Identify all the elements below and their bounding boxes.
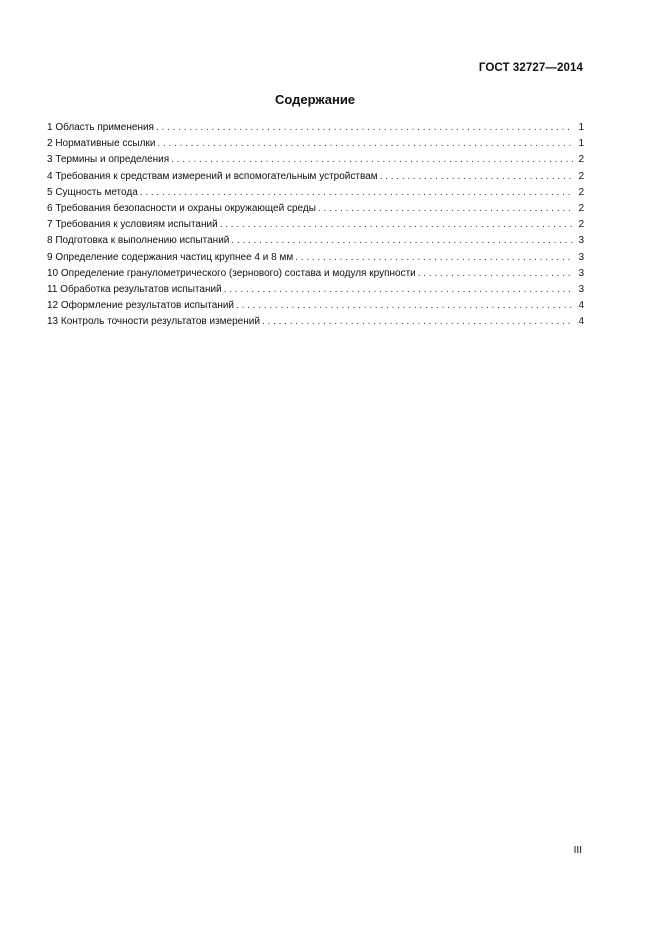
- toc-entry-page: 2: [578, 202, 584, 214]
- toc-entry-page: 4: [578, 300, 584, 312]
- toc-entry-text: 8 Подготовка к выполнению испытаний: [47, 235, 230, 247]
- toc-leader-dots: [171, 152, 573, 168]
- toc-entry-text: 6 Требования безопасности и охраны окружающей среды: [47, 202, 316, 214]
- toc-leader-dots: [262, 314, 573, 330]
- toc-entry-page: 3: [578, 283, 584, 295]
- toc-entry-text: 4 Требования к средствам измерений и вспомогательным устройствам: [47, 170, 378, 182]
- toc-leader-dots: [380, 169, 573, 185]
- toc-leader-dots: [318, 201, 573, 217]
- toc-entry-page: 2: [578, 219, 584, 231]
- toc-entry-page: 3: [578, 251, 584, 263]
- toc-entry-text: 9 Определение содержания частиц крупнее 4 и 8 мм: [47, 251, 294, 263]
- toc-entry-page: 1: [578, 138, 584, 150]
- toc-entry[interactable]: [47, 152, 584, 168]
- toc-entry[interactable]: [47, 233, 584, 249]
- toc-entry[interactable]: [47, 136, 584, 152]
- toc-leader-dots: [236, 298, 573, 314]
- toc-leader-dots: [220, 217, 573, 233]
- toc-entry[interactable]: [47, 314, 584, 330]
- toc-entry-text: 5 Сущность метода: [47, 186, 138, 198]
- toc-title: Содержание: [274, 92, 356, 107]
- toc-entry-text: 2 Нормативные ссылки: [47, 138, 156, 150]
- toc-entry-text: 1 Область применения: [47, 122, 154, 133]
- toc-entry-page: 3: [578, 267, 584, 279]
- toc-entry-page: 3: [578, 235, 584, 247]
- toc-entry[interactable]: [47, 201, 584, 217]
- toc-leader-dots: [157, 136, 573, 152]
- toc-entry-page: 2: [578, 170, 584, 182]
- toc-leader-dots: [295, 250, 573, 266]
- document-code: ГОСТ 32727—2014: [478, 62, 583, 74]
- toc-entry-text: 12 Оформление результатов испытаний: [47, 300, 235, 312]
- toc-leader-dots: [224, 282, 573, 298]
- toc-entry[interactable]: [47, 185, 584, 201]
- toc-entry[interactable]: [47, 120, 584, 136]
- toc-entry-page: 1: [578, 122, 584, 133]
- toc-entry-page: 4: [578, 316, 584, 328]
- toc-entry-text: 3 Термины и определения: [47, 154, 170, 166]
- toc-entry[interactable]: [47, 169, 584, 185]
- page-number: III: [573, 845, 582, 856]
- toc-entry-page: 2: [578, 154, 584, 166]
- toc-leader-dots: [156, 120, 573, 136]
- toc-entry-text: 10 Определение гранулометрического (зернового) состава и модуля крупности: [47, 267, 416, 279]
- toc-leader-dots: [418, 266, 573, 282]
- toc-entry[interactable]: [47, 217, 584, 233]
- table-of-contents: [47, 120, 584, 330]
- toc-entry[interactable]: [47, 282, 584, 298]
- toc-entry[interactable]: [47, 266, 584, 282]
- toc-leader-dots: [231, 233, 573, 249]
- toc-entry[interactable]: [47, 298, 584, 314]
- toc-entry-text: 11 Обработка результатов испытаний: [47, 283, 222, 295]
- toc-leader-dots: [140, 185, 573, 201]
- toc-entry-page: 2: [578, 186, 584, 198]
- toc-entry[interactable]: [47, 250, 584, 266]
- toc-entry-text: 7 Требования к условиям испытаний: [47, 219, 218, 231]
- toc-entry-text: 13 Контроль точности результатов измерений: [47, 316, 260, 328]
